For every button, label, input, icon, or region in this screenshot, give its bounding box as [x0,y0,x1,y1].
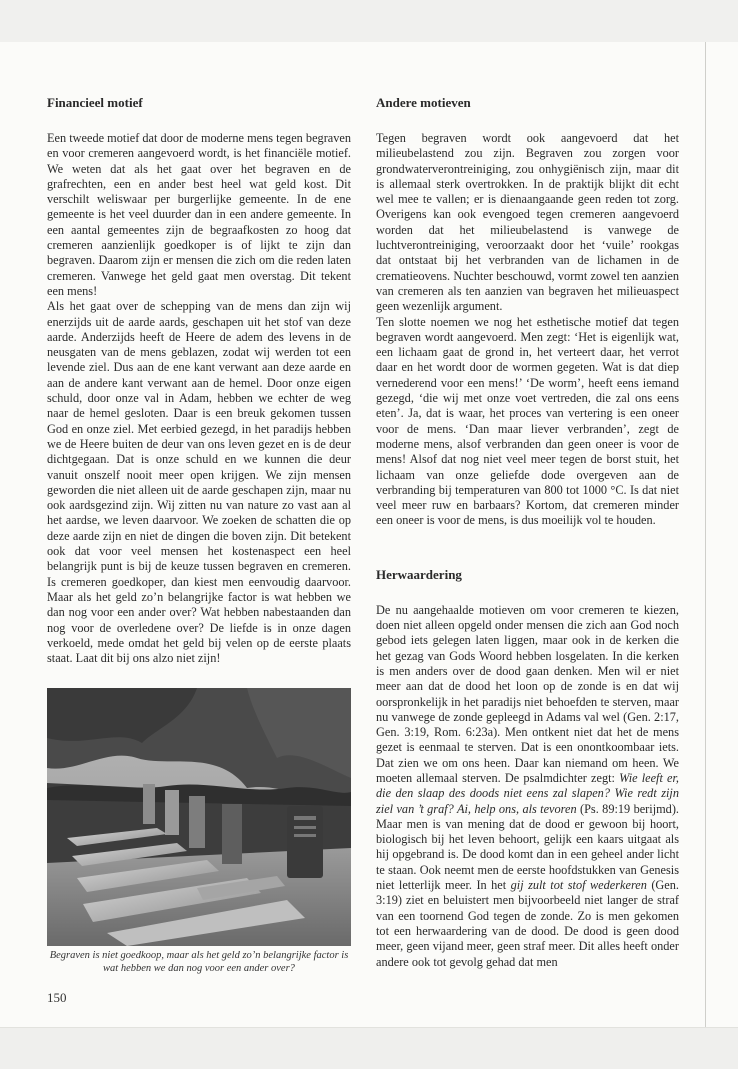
page-number: 150 [47,990,67,1005]
right-column [376,95,679,970]
heading-herwaardering: Herwaardering [376,566,462,582]
paragraph-financieel-2: Als het gaat over de schepping van de mens dan zijn wij enerzijds uit de aarde aards, geschapen uit het stof van deze aarde. Anderzijds heeft de Heere de adem des levens in de neusgaten van de mens geblazen, zodat wij werden tot een levende ziel. Dus aan de ene kant verwant aan deze aarde en aan de andere kant verwant aan de hemel. Door onze eigen schuld, door onze val in Adam, hebben we echter de weg naar de hemel gesloten. Daar is een breuk gekomen tussen God en onze ziel. Met eerbied gezegd, in het paradijs hebben we de Heere buiten de deur van ons leven gezet en is de deur dichtgegaan. Dat is onze schuld en we kunnen die deur vanuit onszelf nooit meer open krijgen. We zijn mensen geworden die niet alleen uit de aarde geschapen zijn, maar nu ook aardsgezind zijn. Wij zitten nu van nature zo vast aan al het aardse, we leven daarvoor. We zoeken de schatten die op deze aarde zijn en niet de dingen die boven zijn. Dit betekent ook dat voor veel mensen het kostenaspect een heel belangrijk punt is bij de keuze tussen begraven en cremeren. Is cremeren goedkoper, dan kiest men eenvoudig daarvoor. Maar als het geld zo’n belangrijke factor is wat hebben we dan nog voor een ander over? Wat hebben nabestaanden dan nog voor de overledene over? De liefde is in onze dagen verkoeld, mede omdat het geld bij velen op de eerste plaats staat. Laat dit bij ons alzo niet zijn! [47,299,351,666]
paragraph-herwaardering-part-b: (Ps. 89:19 berijmd). Maar men is van mening dat de dood er gewoon bij hoort, biologisch bij het leven behoort, gelijk een kaars uitgaat als hij opgebrand is. De dood komt dan in een geheel ander licht te staan. Ook neemt men de eerste hoofdstukken van Genesis niet letterlijk meer. In het [376,801,679,893]
heading-financieel-motief: Financieel motief [47,95,143,110]
paragraph-financieel-1: Een tweede motief dat door de moderne mens tegen begraven en voor cremeren aangevoerd wordt, is het financiële motief. We weten dat als het gaat over het begraven en de grafrechten, een en ander best heel wat geld kost. Dit verschilt weliswaar per burgerlijke gemeente. In de ene gemeente is het veel duurder dan in een andere gemeente. In een aantal gemeentes zijn de begraafkosten zo hoog dat cremeren aanzienlijk goedkoper is of lijkt te zijn dan begraven. Daarom zijn er mensen die zich om die reden laten cremeren. Vanwege het geld gaat men overstag. Dit tekent een mens! [47,131,351,298]
paragraph-herwaardering-part-c: (Gen. 3:19) ziet en beluistert men bijvoorbeeld niet langer de straf van een toornend God tegen de zonde. Zo is men gekomen tot een herwaardering van de dood. De dood is geen dood meer, geen vijand meer, geen straf meer. Dit alles heeft onder andere ook tot gevolg gehad dat men [376,878,679,969]
cemetery-graves-illustration [47,688,351,946]
heading-andere-motieven: Andere motieven [376,95,471,110]
left-column [47,95,351,666]
paragraph-herwaardering-part-a: De nu aangehaalde motieven om voor cremeren te kiezen, doen niet alleen opgeld onder mensen die zich aan God noch gebod iets gelegen laten liggen, maar ook in de kerken die het gezag van Gods Woord hebben losgelaten. In die kerken is men anders over de dood gaan denken. Men wil er niet meer aan dat de dood het loon op de zonde is en dat wij oorspronkelijk in het paradijs niet behoefden te sterven, maar nu vanwege de zonde gepleegd in Adams val wel (Gen. 2:17, Gen. 3:19, Rom. 6:23a). Men ontkent niet dat het de mens gezet is eenmaal te sterven. Dat is een onontkoombaar iets. Dat zien we om ons heen. Daar kan niemand om heen. We moeten allemaal sterven. De psalmdichter zegt: [376,602,679,785]
paragraph-andere-1: Tegen begraven wordt ook aangevoerd dat het milieubelastend zou zijn. Begraven zou zorgen voor grondwaterverontreiniging, zou onhygiënisch zijn, maar dit is allemaal sterk overtrokken. In de praktijk blijkt dit echt wel mee te vallen; er is dienaangaande geen reden tot zorg. Overigens kan ook evengoed tegen cremeren aangevoerd worden dat het milieubelastend is vanwege de luchtverontreiniging, veroorzaakt door het ‘vuile’ rookgas dat ontstaat bij het verbranden van de lichamen in de crematieovens. Nuchter beschouwd, vormt zowel ten aanzien van cremeren als ten aanzien van begraven het milieuaspect geen wezenlijk argument. [376,131,679,314]
page-edge-rule [705,42,706,1027]
scan-bottom-margin [0,1027,738,1069]
psalm-quote: Wie leeft er, die den slaap des doods niet eens zal slapen? Wie redt zijn ziel van ’t graf? Ai, help ons, als tevoren [376,770,679,816]
cemetery-photo [47,688,351,946]
paragraph-andere-2: Ten slotte noemen we nog het esthetische motief dat tegen begraven wordt aangevoerd. Men zegt: ‘Het is eigenlijk wat, een lichaam gaat de grond in, het verteert daar, het verrot daar en het wordt door de wormen gegeten. Wat is dat diep vernederend voor een mens!’ ‘De worm’, heeft eens iemand gezegd, ‘die wij met onze voet vertreden, die zal ons eens eten’. Ja, dat is waar, het proces van vertering is een oneer voor de mens. ‘Dan maar liever verbranden’, zegt de moderne mens, alsof verbranden dan geen oneer is voor de mens! Alsof dat nog niet veel meer tegen de borst stuit, het lichaam van onze geliefde dode overgeven aan de verbranding bij temperaturen van 800 tot 1000 °C. Is dat niet veel meer ruw en barbaars? Kortom, dat cremeren minder een oneer is voor de mens, is dus moeilijk vol te houden. [376,314,679,528]
scan-top-margin [0,0,738,42]
genesis-quote: gij zult tot stof wederkeren [510,878,647,893]
photo-caption: Begraven is niet goedkoop, maar als het geld zo’n belangrijke factor is wat hebben we dan nog voor een ander over? [49,950,349,974]
paragraph-herwaardering [376,603,679,970]
